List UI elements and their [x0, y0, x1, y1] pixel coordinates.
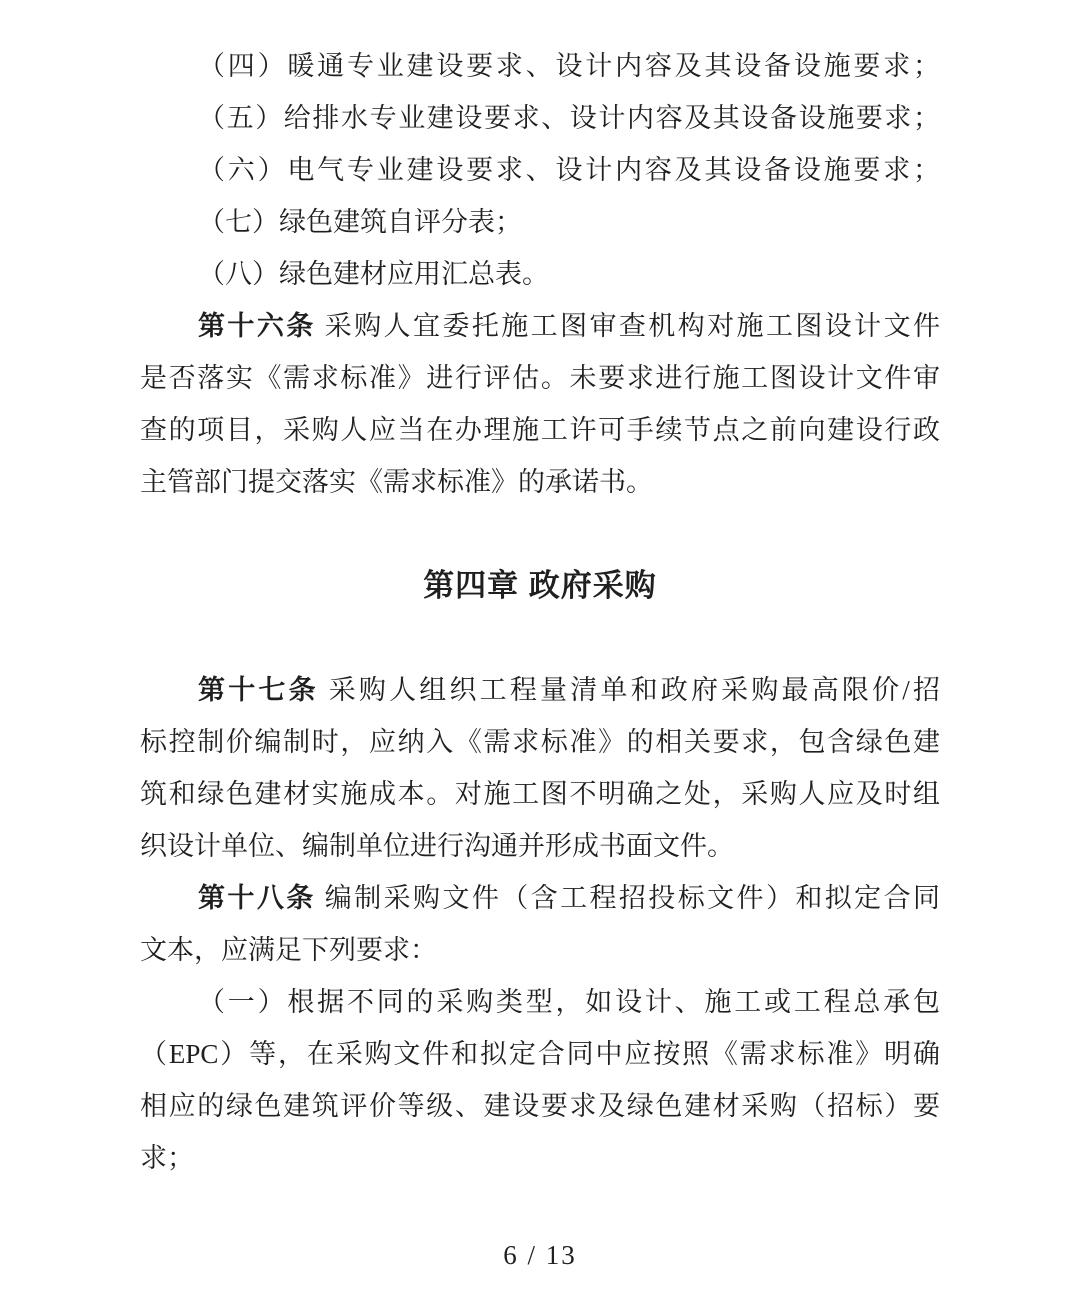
- document-line: [140, 144, 940, 196]
- line-text: 求；: [140, 1143, 194, 1173]
- document-line: [140, 40, 940, 92]
- spacer-line: [140, 508, 940, 560]
- line-text: 查的项目，采购人应当在办理施工许可手续节点之前向建设行政: [140, 415, 940, 445]
- document-line: [140, 664, 940, 716]
- document-line: [140, 872, 940, 924]
- line-text: 相应的绿色建筑评价等级、建设要求及绿色建材采购（招标）要: [140, 1091, 940, 1121]
- line-text: 采购人宜委托施工图审查机构对施工图设计文件: [315, 311, 940, 341]
- document-line: [140, 404, 940, 456]
- article-number: 第十七条: [198, 675, 319, 705]
- line-text: （EPC）等，在采购文件和拟定合同中应按照《需求标准》明确: [140, 1039, 940, 1069]
- page-number: 6 / 13: [503, 1240, 577, 1270]
- line-text: 织设计单位、编制单位进行沟通并形成书面文件。: [140, 831, 734, 861]
- document-line: [140, 196, 940, 248]
- line-text: 筑和绿色建材实施成本。对施工图不明确之处，采购人应及时组: [140, 779, 940, 809]
- page-footer: [0, 1240, 1080, 1271]
- document-line: [140, 352, 940, 404]
- line-text: 第四章 政府采购: [423, 568, 657, 603]
- document-line: [140, 248, 940, 300]
- document-line: [140, 1080, 940, 1132]
- document-line: [140, 924, 940, 976]
- line-text: （七）绿色建筑自评分表；: [198, 207, 522, 237]
- spacer-line: [140, 612, 940, 664]
- document-body: [140, 40, 940, 1184]
- line-text: 文本，应满足下列要求：: [140, 935, 437, 965]
- document-line: [140, 716, 940, 768]
- chapter-heading: [140, 560, 940, 612]
- document-line: [140, 1132, 940, 1184]
- article-number: 第十六条: [198, 311, 316, 341]
- line-text: 采购人组织工程量清单和政府采购最高限价/招: [318, 675, 940, 705]
- document-line: [140, 300, 940, 352]
- line-text: 是否落实《需求标准》进行评估。未要求进行施工图设计文件审: [140, 363, 940, 393]
- document-line: [140, 976, 940, 1028]
- line-text: 编制采购文件（含工程招投标文件）和拟定合同: [315, 883, 940, 913]
- line-text: （四）暖通专业建设要求、设计内容及其设备设施要求；: [198, 51, 940, 81]
- line-text: 标控制价编制时，应纳入《需求标准》的相关要求，包含绿色建: [140, 727, 940, 757]
- line-text: （八）绿色建材应用汇总表。: [198, 259, 549, 289]
- document-line: [140, 1028, 940, 1080]
- article-number: 第十八条: [198, 883, 316, 913]
- document-line: [140, 768, 940, 820]
- line-text: （一）根据不同的采购类型，如设计、施工或工程总承包: [198, 987, 940, 1017]
- line-text: 主管部门提交落实《需求标准》的承诺书。: [140, 467, 653, 497]
- line-text: （五）给排水专业建设要求、设计内容及其设备设施要求；: [198, 103, 940, 133]
- document-line: [140, 820, 940, 872]
- document-line: [140, 456, 940, 508]
- line-text: （六）电气专业建设要求、设计内容及其设备设施要求；: [198, 155, 940, 185]
- document-line: [140, 92, 940, 144]
